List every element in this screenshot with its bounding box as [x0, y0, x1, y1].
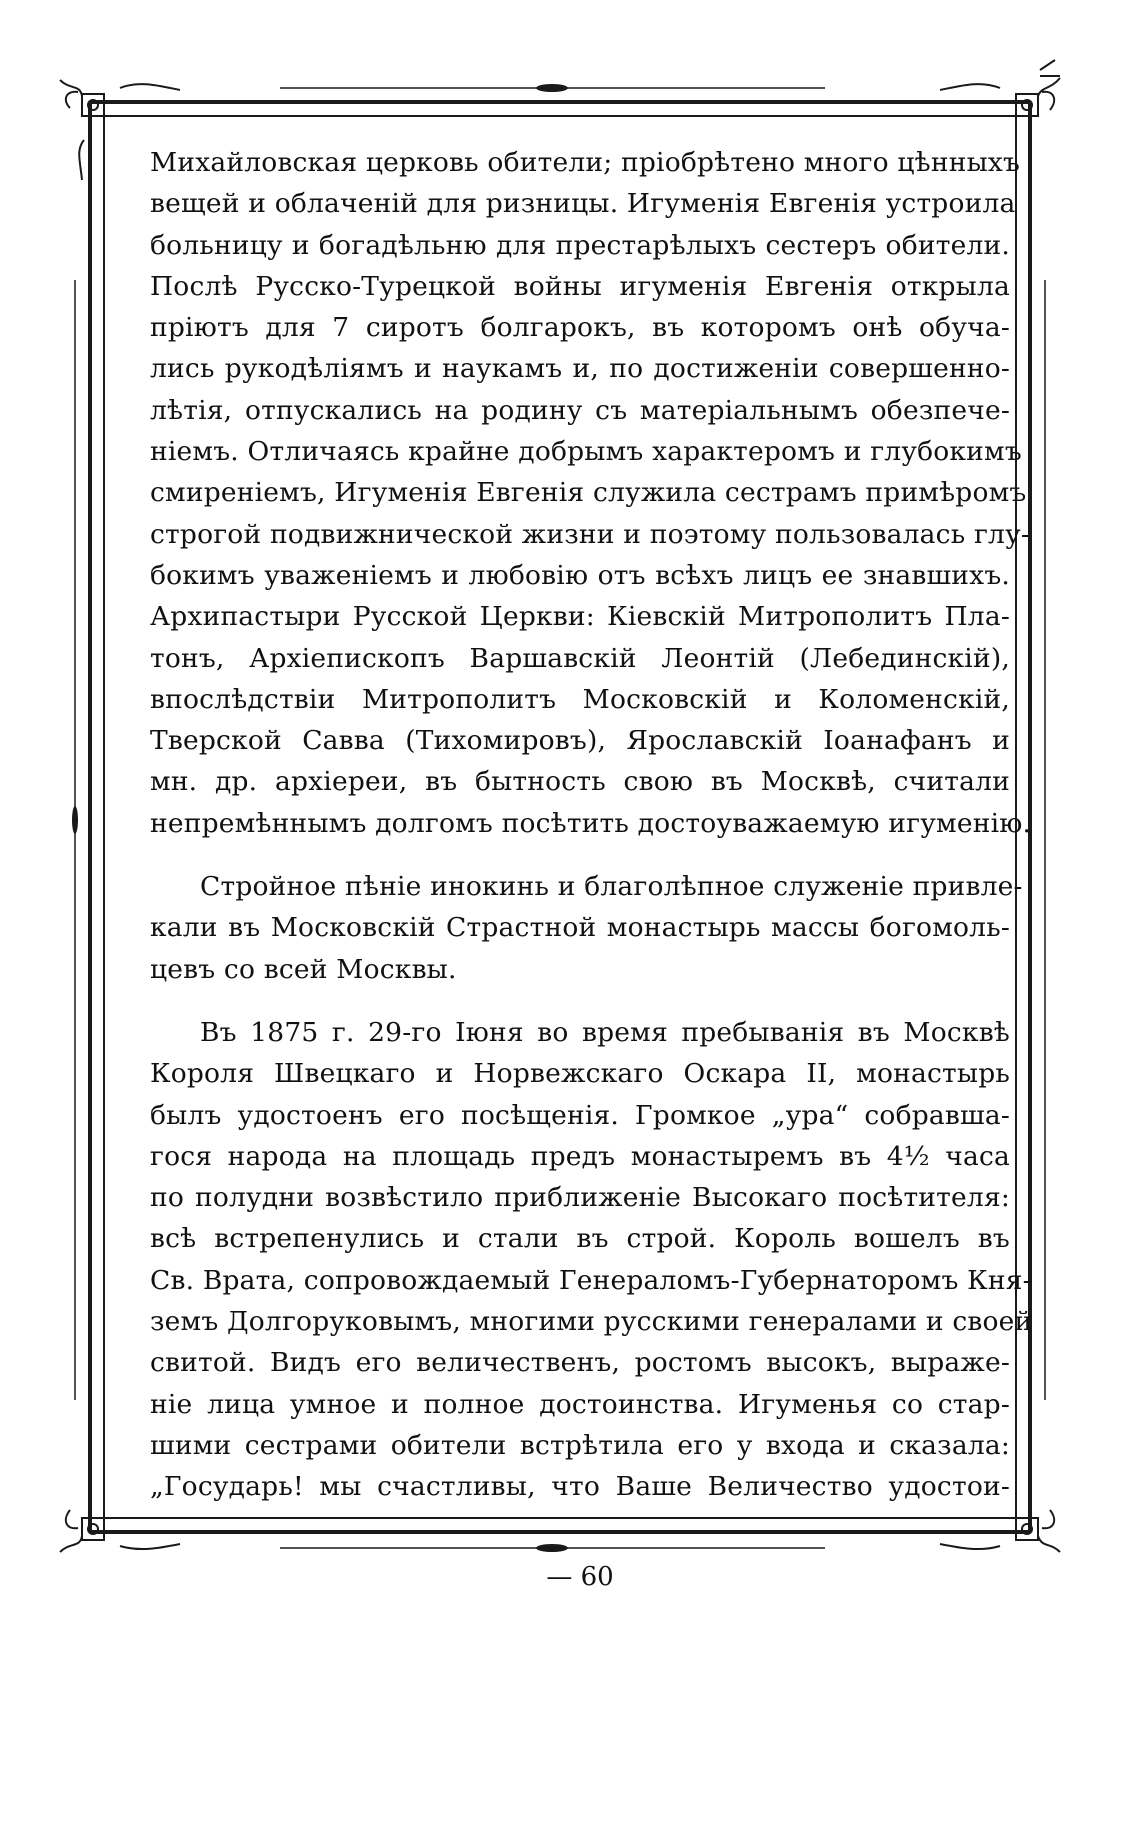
top-right-corner-ornament-icon	[940, 60, 1060, 116]
text-line: ніемъ. Отличаясь крайне добрымъ характеромъ и глубокимъ	[150, 436, 1022, 468]
text-line: былъ удостоенъ его посѣщенія. Громкое „ура“ собравша-	[150, 1099, 1010, 1131]
text-line: строгой подвижнической жизни и поэтому пользовалась глу-	[150, 518, 1031, 550]
text-line: тонъ, Архіепископъ Варшавскій Леонтій (Лебединскій),	[150, 642, 1010, 674]
text-line: земъ Долгоруковымъ, многими русскими генералами и своей	[150, 1306, 1033, 1338]
text-line: пріютъ для 7 сиротъ болгарокъ, въ которомъ онѣ обуча-	[150, 312, 1010, 344]
text-line: непремѣннымъ долгомъ посѣтить достоуважаемую игуменію.	[150, 807, 1032, 839]
text-line: всѣ встрепенулись и стали въ строй. Король вошелъ въ	[150, 1223, 1010, 1255]
text-line: лись рукодѣліямъ и наукамъ и, по достиженіи совершенно-	[150, 353, 1010, 385]
text-line: шими сестрами обители встрѣтила его у входа и сказала:	[150, 1429, 1010, 1461]
text-line: цевъ со всей Москвы.	[150, 953, 457, 985]
paragraph-gap	[150, 844, 1010, 866]
text-line: впослѣдствіи Митрополитъ Московскій и Коломенскій,	[150, 683, 1010, 715]
text-line: Стройное пѣніе инокинь и благолѣпное служеніе привле-	[200, 871, 1023, 903]
paragraph	[150, 866, 1023, 990]
text-line: Тверской Савва (Тихомировъ), Ярославскій Іоанафанъ и	[150, 725, 1010, 757]
left-flourish-icon	[72, 806, 78, 834]
text-line: вещей и облаченій для ризницы. Игуменія Евгенія устроила	[150, 188, 1016, 220]
text-line: Михайловская церковь обители; пріобрѣтено много цѣнныхъ	[150, 147, 1021, 178]
text-line: Въ 1875 г. 29-го Іюня во время пребыванія въ Москвѣ	[200, 1016, 1010, 1048]
paragraph	[150, 1012, 1033, 1508]
text-line: гося народа на площадь предъ монастыремъ въ 4½ часа	[150, 1140, 1010, 1172]
paragraph	[150, 142, 1032, 844]
text-line: кали въ Московскій Страстной монастырь массы богомоль-	[150, 912, 1010, 944]
text-line: по полудни возвѣстило приближеніе Высокаго посѣтителя:	[150, 1182, 1010, 1214]
text-line: Послѣ Русско-Турецкой войны игуменія Евгенія открыла	[150, 270, 1010, 302]
text-line: ніе лица умное и полное достоинства. Игуменья со стар-	[150, 1388, 1010, 1420]
page-number: — 60	[546, 1562, 614, 1592]
text-line: Архипастыри Русской Церкви: Кіевскій Митрополитъ Пла-	[150, 601, 1010, 633]
text-line: свитой. Видъ его величественъ, ростомъ высокъ, выраже-	[150, 1347, 1010, 1379]
text-line: Св. Врата, сопровождаемый Генераломъ-Губернаторомъ Кня-	[150, 1264, 1032, 1296]
bottom-flourish-icon	[536, 1544, 568, 1552]
top-flourish-icon	[536, 84, 568, 92]
text-line: лѣтія, отпускались на родину съ матеріальнымъ обезпече-	[150, 394, 1010, 426]
page-text	[150, 142, 1033, 1508]
text-line: смиреніемъ, Игуменія Евгенія служила сестрамъ примѣромъ	[150, 477, 1027, 509]
text-line: „Государь! мы счастливы, что Ваше Величество удостои-	[150, 1471, 1010, 1503]
text-line: мн. др. архіереи, въ бытность свою въ Москвѣ, считали	[150, 766, 1010, 798]
text-line: бокимъ уваженіемъ и любовію отъ всѣхъ лицъ ее знавшихъ.	[150, 559, 1010, 591]
text-line: больницу и богадѣльню для престарѣлыхъ сестеръ обители.	[150, 229, 1010, 261]
text-line: Короля Швецкаго и Норвежскаго Оскара II, монастырь	[150, 1058, 1010, 1090]
paragraph-gap	[150, 990, 1010, 1012]
